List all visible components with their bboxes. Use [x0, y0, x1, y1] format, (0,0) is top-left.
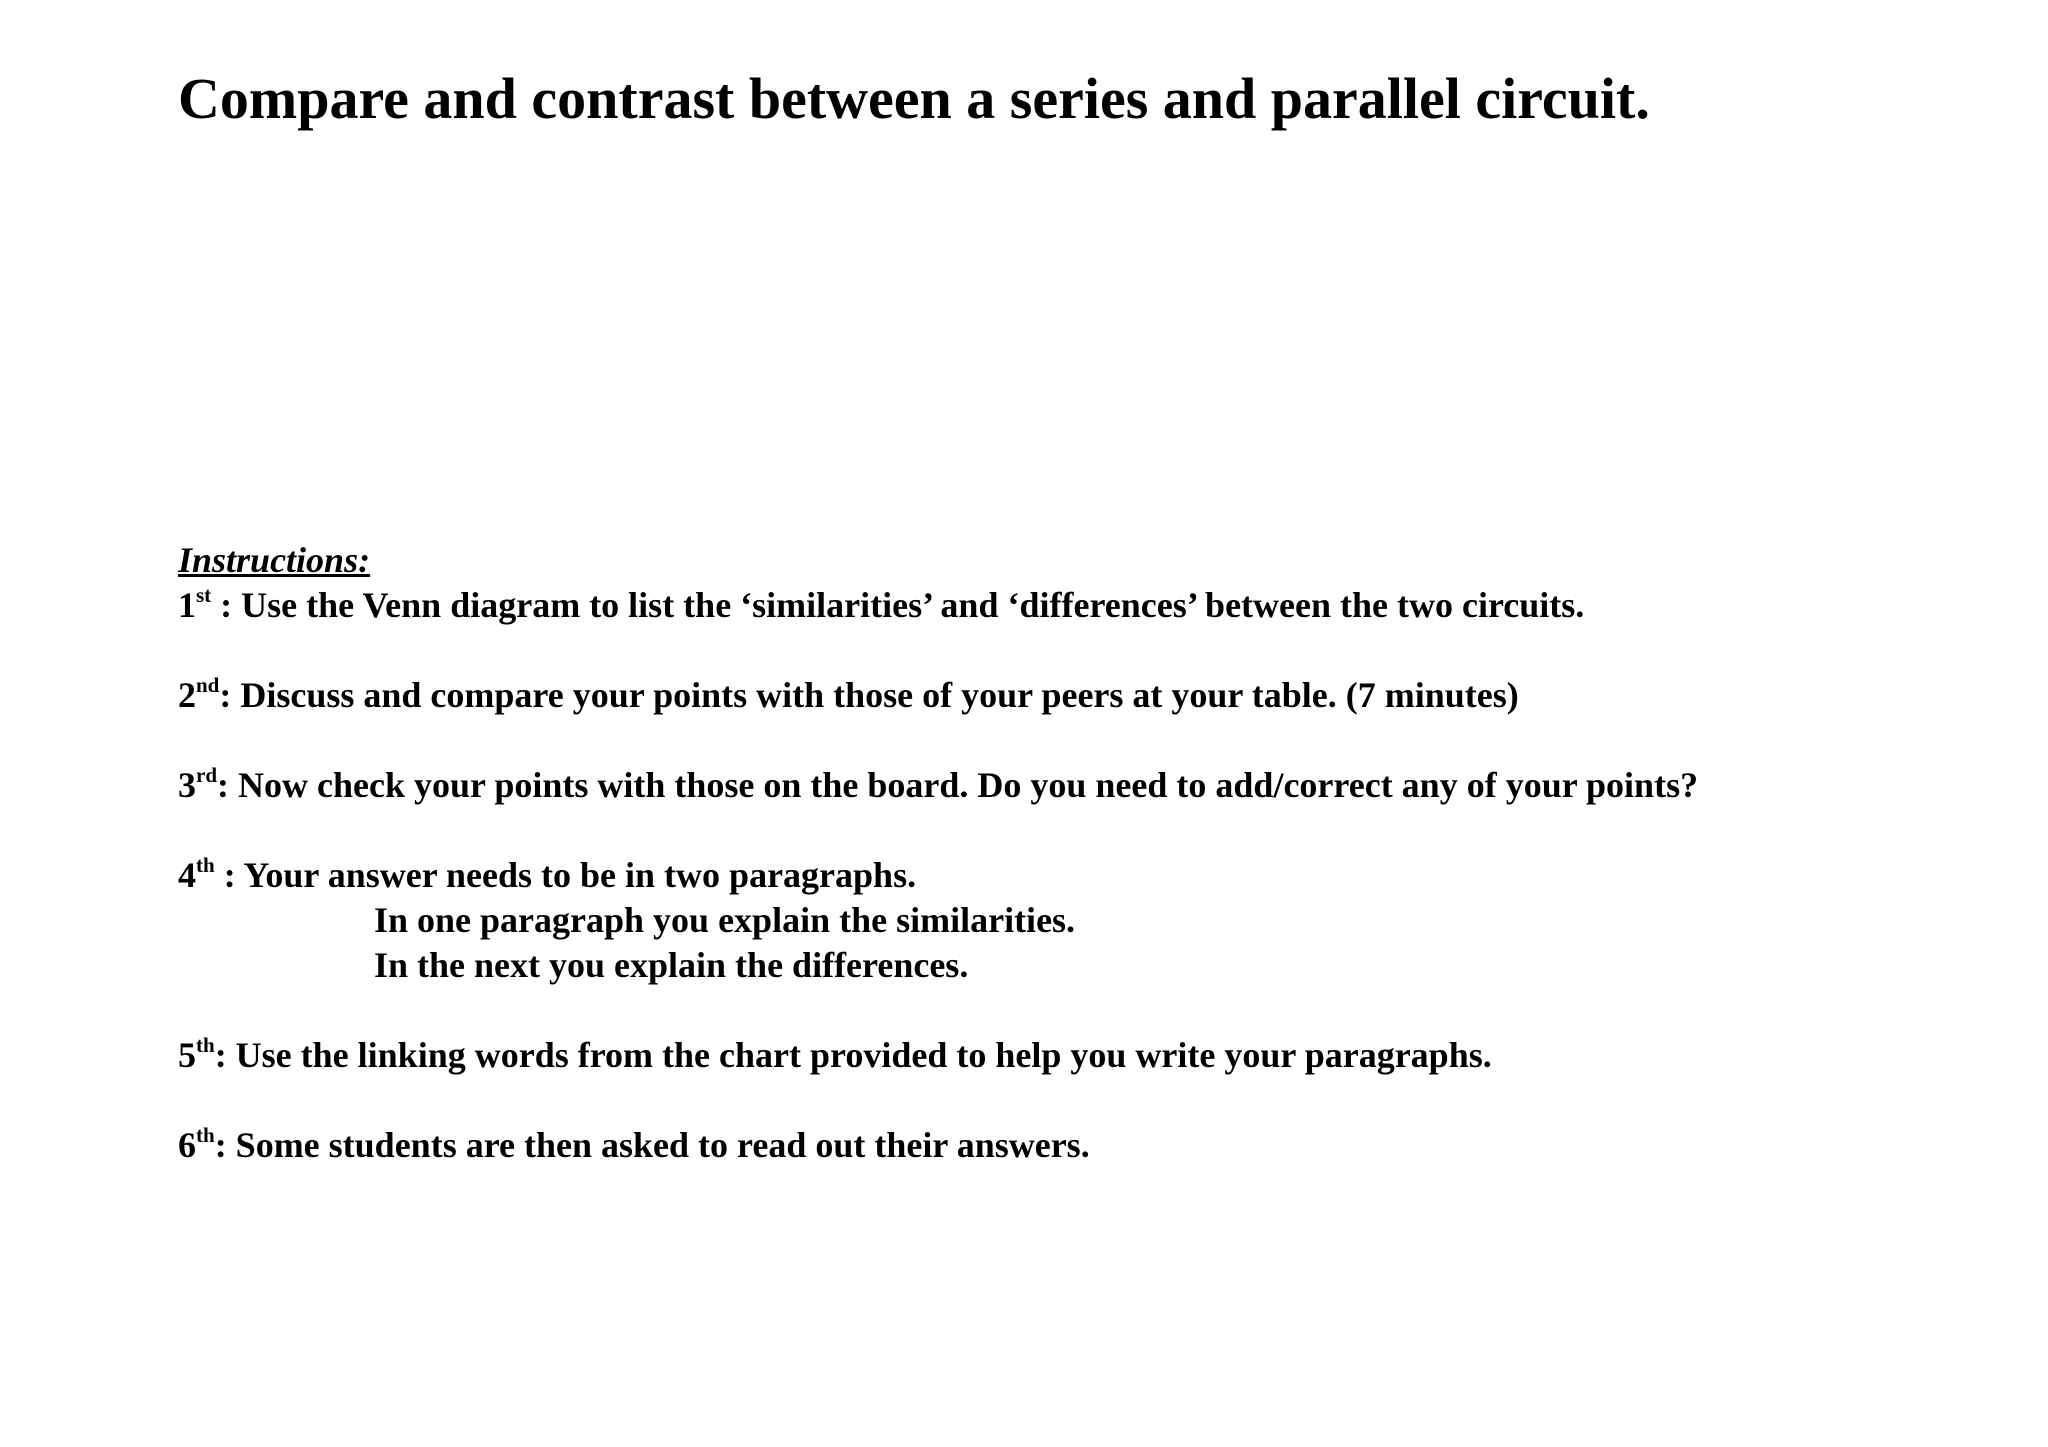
instructions-section — [178, 538, 2028, 1168]
step-number: 4 — [178, 855, 196, 895]
step-number: 2 — [178, 675, 196, 715]
step-4-sub-line-differences: In the next you explain the differences. — [374, 945, 969, 985]
step-ordinal-suffix: st — [196, 583, 212, 607]
step-6 — [178, 1123, 2028, 1168]
step-ordinal-suffix: rd — [196, 763, 217, 787]
step-number: 3 — [178, 765, 196, 805]
step-number: 5 — [178, 1035, 196, 1075]
step-ordinal-suffix: nd — [196, 673, 220, 697]
step-number: 6 — [178, 1125, 196, 1165]
step-4-sub-line-similarities: In one paragraph you explain the similarities. — [374, 900, 1076, 940]
step-5 — [178, 1033, 2028, 1078]
instructions-heading: Instructions: — [178, 540, 371, 580]
step-2 — [178, 673, 2028, 718]
step-number: 1 — [178, 585, 196, 625]
step-1 — [178, 583, 2028, 628]
step-ordinal-suffix: th — [196, 1123, 215, 1147]
step-text: : Discuss and compare your points with those of your peers at your table. (7 minutes) — [219, 675, 1519, 715]
page-title: Compare and contrast between a series and parallel circuit. — [178, 66, 1650, 131]
step-text: : Use the linking words from the chart provided to help you write your paragraphs. — [214, 1035, 1492, 1075]
step-text: : Use the Venn diagram to list the ‘similarities’ and ‘differences’ between the two circuits. — [211, 585, 1585, 625]
step-ordinal-suffix: th — [196, 853, 215, 877]
step-text: : Some students are then asked to read out their answers. — [214, 1125, 1090, 1165]
step-text: : Now check your points with those on the board. Do you need to add/correct any of your points? — [217, 765, 1699, 805]
step-ordinal-suffix: th — [196, 1033, 215, 1057]
step-text: : Your answer needs to be in two paragraphs. — [214, 855, 917, 895]
step-3 — [178, 763, 2028, 808]
step-4 — [178, 853, 2028, 988]
